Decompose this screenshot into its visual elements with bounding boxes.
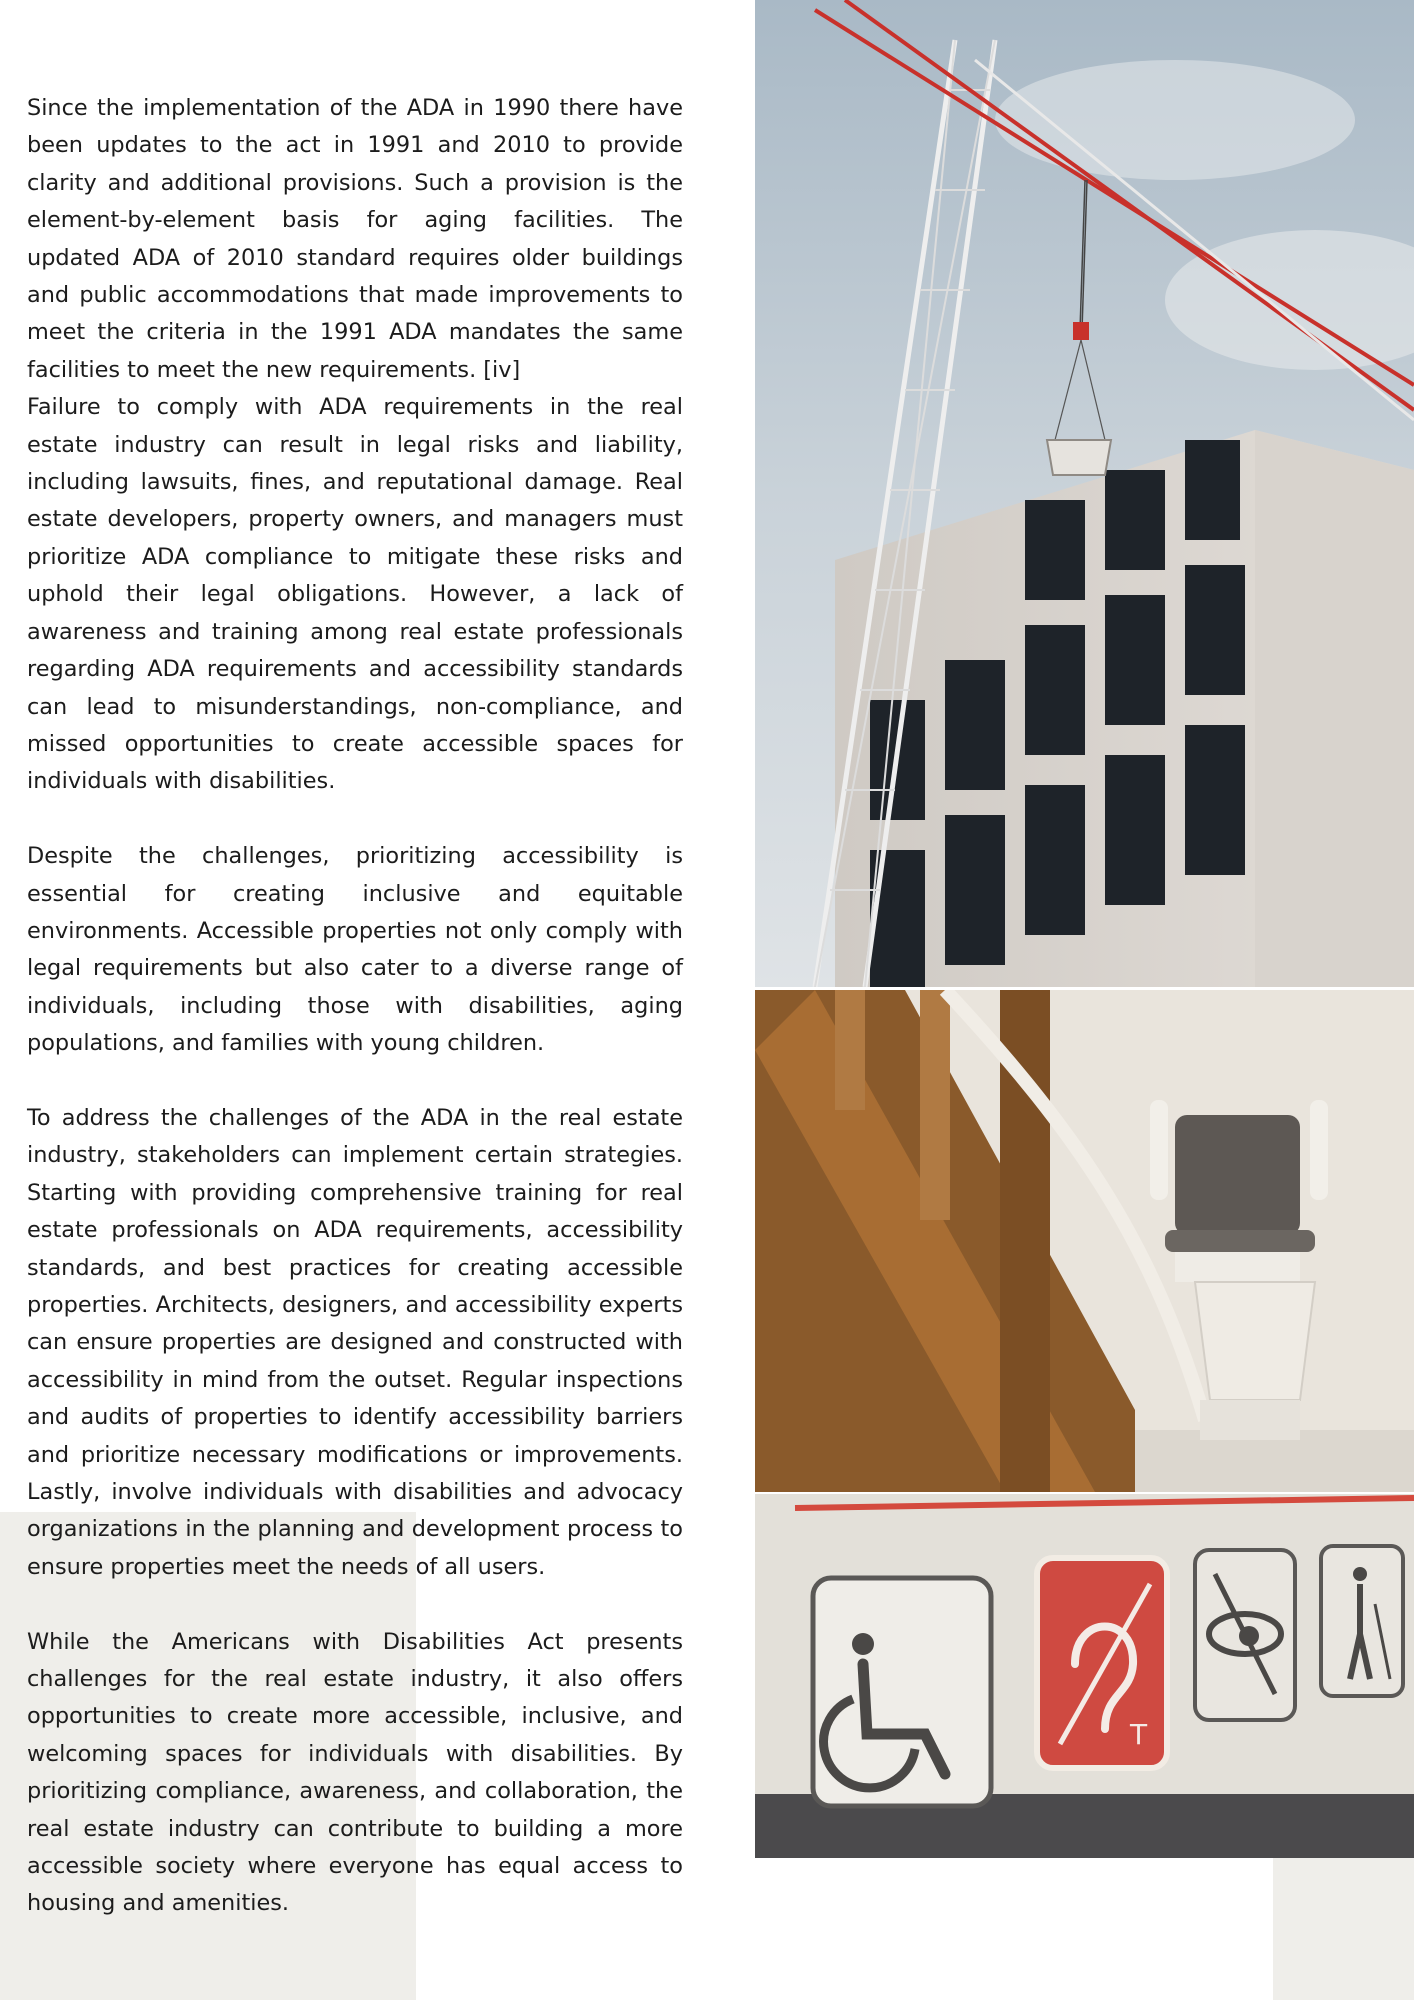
paragraph-compliance-risks: Failure to comply with ADA requirements in the real estate industry can result in legal risks and liability, including lawsuits, fines, and reputational damage. Real estate developers, property owners, and managers must prioritize ADA compliance to mitigate these risks and uphold their legal obligations. However, a lack of awareness and training among real estate professionals regarding ADA requirements and accessibility standards can lead to misunderstandings, non-compliance, and missed opportunities to create accessible spaces for individuals with disabilities. <box>27 394 683 795</box>
svg-text:T: T <box>1130 1718 1148 1751</box>
hearing-loop-icon <box>1037 1558 1167 1768</box>
decorative-beige-block-right <box>1273 1858 1414 2000</box>
photo-construction-crane <box>755 0 1414 987</box>
person-with-cane-icon <box>1321 1546 1403 1696</box>
wheelchair-icon <box>813 1578 991 1806</box>
photo-accessibility-signs <box>755 1494 1414 1858</box>
paragraph-prioritizing-accessibility: Despite the challenges, prioritizing accessibility is essential for creating inclusive and equitable environments. Accessible properties not only comply with legal requirements but also cater to a diverse range of individuals, including those with disabilities, aging populations, and families with young children. <box>27 843 683 1057</box>
article-text-column <box>27 90 683 1923</box>
paragraph-ada-updates: Since the implementation of the ADA in 1990 there have been updates to the act in 1991 and 2010 to provide clarity and additional provisions. Such a provision is the element-by-element basis for aging facilities. The updated ADA of 2010 standard requires older buildings and public accommodations that made improvements to meet the criteria in the 1991 ADA mandates the same facilities to meet the new requirements. [iv] <box>27 95 683 383</box>
paragraph-conclusion: While the Americans with Disabilities Act presents challenges for the real estate industry, it also offers opportunities to create more accessible, inclusive, and welcoming spaces for individuals with disabilities. By prioritizing compliance, awareness, and collaboration, the real estate industry can contribute to building a more accessible society where everyone has equal access to housing and amenities. <box>27 1628 683 1917</box>
paragraph-strategies: To address the challenges of the ADA in the real estate industry, stakeholders can implement certain strategies. Starting with providing comprehensive training for real estate professionals on ADA requirements, accessibility standards, and best practices for creating accessible properties. Architects, designers, and accessibility experts can ensure properties are designed and constructed with accessibility in mind from the outset. Regular inspections and audits of properties to identify accessibility barriers and prioritize necessary modifications or improvements. Lastly, involve individuals with disabilities and advocacy organizations in the planning and development process to ensure properties meet the needs of all users. <box>27 1104 683 1580</box>
photo-stair-lift <box>755 990 1414 1492</box>
low-vision-icon <box>1195 1550 1295 1720</box>
